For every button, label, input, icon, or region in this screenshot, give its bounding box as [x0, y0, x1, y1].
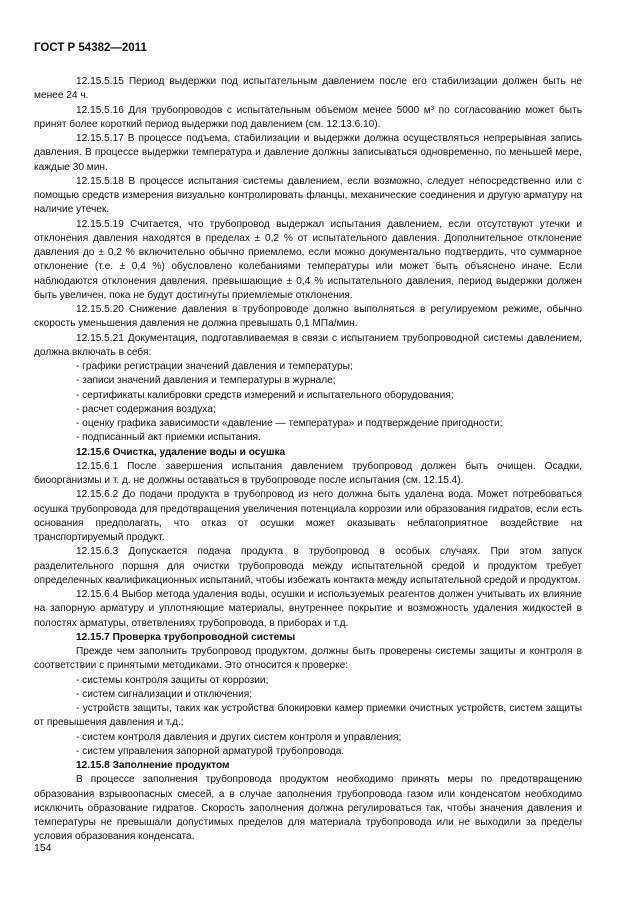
paragraph-12-15-8: В процессе заполнения трубопровода продуктом необходимо принять меры по предотвращению образования взрывоопасных смесей, а в случае заполнения трубопровода газом или конденсатом необходимо исключить образование гидратов. Скорость заполнения должна регулироваться так, чтобы значения давления и температуры не превышали допустимых пределов для материала трубопровода или не выходили за пределы условия образования конденсата.	[34, 774, 582, 843]
document-header: ГОСТ Р 54382—2011	[34, 42, 147, 54]
list-item: - подписанный акт приемки испытания.	[76, 432, 261, 444]
section-heading-12-15-8: 12.15.8 Заполнение продуктом	[76, 760, 230, 771]
list-item: - расчет содержания воздуха;	[76, 403, 216, 415]
list-item: - систем контроля давления и других систем контроля и управления;	[76, 731, 402, 743]
document-body	[34, 75, 582, 845]
page-number: 154	[34, 842, 52, 854]
list-item: - записи значений давления и температуры в журнале;	[76, 375, 336, 387]
list-item: - оценку графика зависимости «давление — температура» и подтверждение пригодности;	[76, 418, 503, 429]
paragraph-12-15-6-3: 12.15.6.3 Допускается подача продукта в трубопровод в особых случаях. При этом запуск разделительного поршня для очистки трубопровода между испытательной средой и продуктом требует определенных квалификационных испытаний, чтобы избежать контакта между испытательной средой и продуктом.	[34, 546, 582, 586]
list-item: - сертификаты калибровки средств измерений и испытательного оборудования;	[76, 389, 454, 401]
section-heading-12-15-6: 12.15.6 Очистка, удаление воды и осушка	[76, 446, 286, 458]
paragraph-12-15-6-2: 12.15.6.2 До подачи продукта в трубопровод из него должна быть удалена вода. Может потребоваться осушка трубопровода для предотвращения увеличения потенциала коррозии или образования гидратов, если есть основания предполагать, что отказ от осушки может оказывать неблагоприятное воздействие на транспортируемый продукт.	[34, 489, 582, 543]
paragraph-12-15-6-4: 12.15.6.4 Выбор метода удаления воды, осушки и используемых реагентов должен учитывать их влияние на запорную арматуру и уплотняющие материалы, внутреннее покрытие и возможность удаления жидкостей в полостях арматуры, ответвлениях трубопровода, в приборах и т.д.	[34, 589, 582, 629]
list-item: - устройств защиты, таких как устройства блокировки камер приемки очистных устройств, систем защиты от превышения давления и т.д.;	[34, 703, 582, 729]
section-heading-12-15-7: 12.15.7 Проверка трубопроводной системы	[76, 631, 296, 643]
list-item: - графики регистрации значений давления и температуры;	[76, 361, 353, 372]
paragraph-12-15-5-20: 12.15.5.20 Снижение давления в трубопроводе должно выполняться в регулируемом режиме, обычно скорость уменьшения давления не должна превышать 0,1 МПа/мин.	[34, 304, 582, 330]
list-item: - систем управления запорной арматурой трубопровода.	[76, 745, 345, 757]
list-item: - системы контроля защиты от коррозии;	[76, 674, 269, 686]
paragraph-12-15-5-21: 12.15.5.21 Документация, подготавливаемая в связи с испытанием трубопроводной системы давлением, должна включать в себя:	[34, 332, 582, 358]
paragraph-12-15-6-1: 12.15.6.1 После завершения испытания давлением трубопровод должен быть очищен. Осадки, биоорганизмы и т. д. не должны оставаться в трубопроводе после испытания (см. 12.15.4).	[34, 460, 582, 486]
paragraph-12-15-7-intro: Прежде чем заполнить трубопровод продуктом, должны быть проверены системы защиты и контроля в соответствии с принятыми методиками. Это относится к проверке:	[34, 646, 582, 672]
paragraph-12-15-5-15: 12.15.5.15 Период выдержки под испытательным давлением после его стабилизации должен быть не менее 24 ч.	[34, 76, 582, 102]
paragraph-12-15-5-17: 12.15.5.17 В процессе подъема, стабилизации и выдержки должна осуществляться непрерывная запись давления. В процессе выдержки температура и давление должны записываться одновременно, по меньшей мере, каждые 30 мин.	[34, 133, 582, 173]
list-item: - систем сигнализации и отключения;	[76, 688, 253, 700]
paragraph-12-15-5-18: 12.15.5.18 В процессе испытания системы давлением, если возможно, следует непосредственно или с помощью средств измерения визуально контролировать фланцы, механические соединения и другую арматуру на наличие утечек.	[34, 175, 582, 216]
paragraph-12-15-5-16: 12.15.5.16 Для трубопроводов с испытательным объемом менее 5000 м³ по согласованию может быть принят более короткий период выдержки под давлением (см. 12.13.6.10).	[34, 104, 582, 130]
paragraph-12-15-5-19: 12.15.5.19 Считается, что трубопровод выдержал испытания давлением, если отсутствуют утечки и отклонения давления находятся в пределах ± 0,2 % от испытательного давления. Дополнительное отклонение давления до ± 0,2 % включительно обычно приемлемо, если можно документально подтвердить, что суммарное отклонение (т.е. ± 0,4 %) обусловлено колебаниями температуры или может быть объяснено иначе. Если наблюдаются отклонения давления. превышающие ± 0,4 % испытательного давления, период выдержки должен быть увеличен, пока не будут достигнуты приемлемые отклонения.	[34, 218, 582, 301]
